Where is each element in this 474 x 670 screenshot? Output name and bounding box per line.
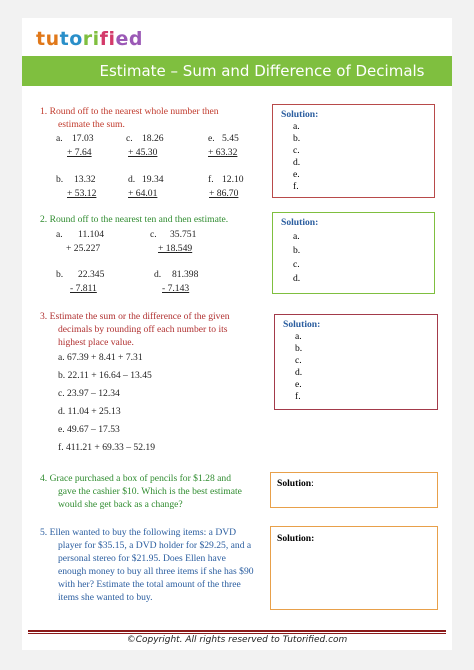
q2-item-c-label: c. (150, 229, 157, 240)
q2-item-d-label: d. (154, 269, 162, 280)
q2-item-b-label: b. (56, 269, 64, 280)
q1-solution-d: d. (293, 157, 301, 168)
q1-item-d-label: d. (128, 174, 136, 185)
q5-line4: enough money to buy all three items if she has $90 (58, 566, 254, 577)
q1-item-f-bottom: + 86.70 (209, 188, 239, 199)
q1-item-b-top: 13.32 (74, 174, 96, 185)
q3-solution-a: a. (295, 331, 302, 342)
q4-solution-title: Solution (277, 478, 312, 489)
footer-divider (28, 630, 446, 632)
q3-item-e: e. 49.67 – 17.53 (58, 424, 120, 435)
q1-item-c-top: 18.26 (142, 133, 164, 144)
q3-solution-title: Solution: (283, 319, 321, 330)
q4-solution-title-wrap (277, 478, 314, 489)
q2-item-d-bottom: - 7.143 (162, 283, 190, 294)
q2-item-a-top: 11.104 (78, 229, 105, 240)
tutorified-logo (36, 28, 143, 50)
q3-prompt-line3: highest place value. (58, 337, 134, 348)
q2-item-a-bottom: + 25.227 (66, 243, 101, 254)
q2-solution-box[interactable] (272, 212, 435, 294)
q2-item-b-bottom: - 7.811 (70, 283, 97, 294)
q1-item-a-label: a. (56, 133, 63, 144)
q2-item-d-top: 81.398 (172, 269, 199, 280)
q2-prompt: 2. Round off to the nearest ten and then estimate. (40, 214, 229, 225)
q1-item-c-label: c. (126, 133, 133, 144)
q1-item-a-top: 17.03 (72, 133, 94, 144)
q5-solution-title: Solution: (277, 533, 315, 544)
q4-solution-box[interactable] (270, 472, 438, 508)
logo-text: tutorified (36, 28, 143, 50)
q2-item-b-top: 22.345 (78, 269, 105, 280)
q1-solution-a: a. (293, 121, 300, 132)
q1-solution-e: e. (293, 169, 300, 180)
q1-item-f-top: 12.10 (222, 174, 244, 185)
q1-item-b-label: b. (56, 174, 64, 185)
q1-item-c-bottom: + 45.30 (128, 147, 158, 158)
q4-line3: would she get back as a change? (58, 499, 183, 510)
q5-solution-box[interactable] (270, 526, 438, 610)
q3-solution-box[interactable] (274, 314, 438, 410)
q3-solution-f: f. (295, 391, 301, 402)
q1-solution-box[interactable] (272, 104, 435, 198)
q1-solution-f: f. (293, 181, 299, 192)
q5-line6: items she wanted to buy. (58, 592, 153, 603)
q1-item-e-top: 5.45 (222, 133, 239, 144)
q2-item-c-top: 35.751 (170, 229, 197, 240)
footer-divider-thin (28, 633, 446, 634)
q1-item-a-bottom: + 7.64 (67, 147, 92, 158)
q1-prompt-line2: estimate the sum. (58, 119, 125, 130)
q4-line2: gave the cashier $10. Which is the best estimate (58, 486, 242, 497)
q1-item-e-bottom: + 63.32 (208, 147, 238, 158)
q4-solution-colon: : (311, 478, 314, 489)
q3-solution-c: c. (295, 355, 302, 366)
q1-solution-b: b. (293, 133, 301, 144)
q1-prompt-line1: 1. Round off to the nearest whole number then (40, 106, 219, 117)
q3-solution-e: e. (295, 379, 302, 390)
q4-line1: 4. Grace purchased a box of pencils for $1.28 and (40, 473, 232, 484)
q1-item-f-label: f. (208, 174, 214, 185)
q1-item-b-bottom: + 53.12 (67, 188, 97, 199)
q3-solution-d: d. (295, 367, 303, 378)
q2-solution-a: a. (293, 231, 300, 242)
q5-line3: personal stereo for $21.95. Does Ellen have (58, 553, 226, 564)
worksheet-page (22, 18, 452, 650)
q5-line5: with her? Estimate the total amount of the three (58, 579, 241, 590)
q1-item-e-label: e. (208, 133, 215, 144)
q2-solution-c: c. (293, 259, 300, 270)
q5-line1: 5. Ellen wanted to buy the following items: a DVD (40, 527, 237, 538)
copyright-footer: ©Copyright. All rights reserved to Tutorified.com (126, 635, 348, 645)
q2-item-c-bottom: + 18.549 (158, 243, 193, 254)
q3-solution-b: b. (295, 343, 303, 354)
q3-prompt-line1: 3. Estimate the sum or the difference of the given (40, 311, 230, 322)
q3-item-c: c. 23.97 – 12.34 (58, 388, 120, 399)
q3-item-d: d. 11.04 + 25.13 (58, 406, 121, 417)
q5-line2: player for $35.15, a DVD holder for $29.25, and a (58, 540, 252, 551)
q1-item-d-bottom: + 64.01 (128, 188, 158, 199)
q2-item-a-label: a. (56, 229, 63, 240)
q3-item-b: b. 22.11 + 16.64 – 13.45 (58, 370, 152, 381)
q1-solution-c: c. (293, 145, 300, 156)
page-title: Estimate – Sum and Difference of Decimals (99, 62, 425, 80)
q2-solution-title: Solution: (281, 217, 319, 228)
q2-solution-b: b. (293, 245, 301, 256)
q1-item-d-top: 19.34 (142, 174, 164, 185)
q3-item-f: f. 411.21 + 69.33 – 52.19 (58, 442, 155, 453)
q3-item-a: a. 67.39 + 8.41 + 7.31 (58, 352, 143, 363)
q3-prompt-line2: decimals by rounding off each number to its (58, 324, 228, 335)
q2-solution-d: d. (293, 273, 301, 284)
q1-solution-title: Solution: (281, 109, 319, 120)
